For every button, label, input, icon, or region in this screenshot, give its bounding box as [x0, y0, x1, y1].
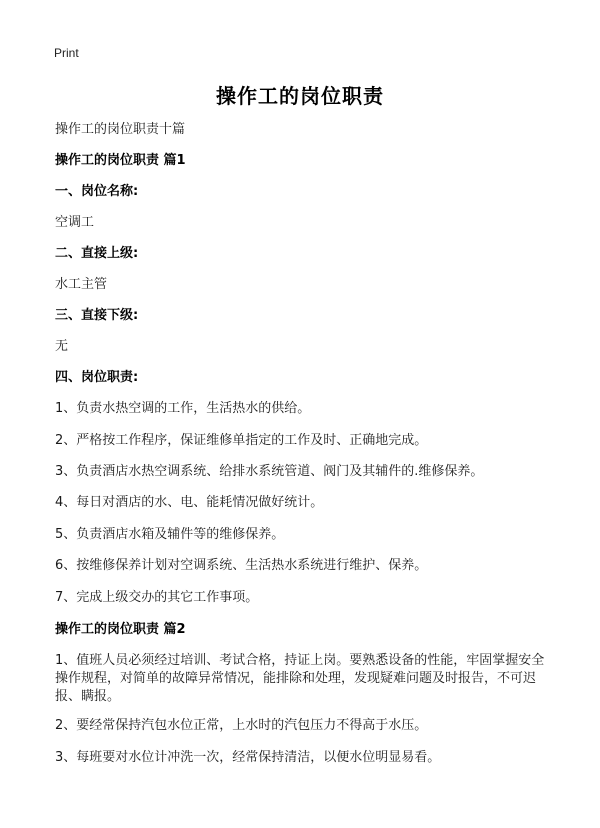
duty-item: 1、负责水热空调的工作，生活热水的供给。 [55, 401, 311, 416]
section-heading-direct-superior: 二、直接上级: [55, 246, 139, 261]
duty-item: 7、完成上级交办的其它工作事项。 [55, 590, 259, 605]
print-label: Print [54, 46, 79, 60]
duty-item: 6、按维修保养计划对空调系统、生活热水系统进行维护、保养。 [55, 558, 428, 573]
section-heading-direct-subordinate: 三、直接下级: [55, 308, 139, 323]
part2-item: 3、每班要对水位计冲洗一次，经常保持清洁，以便水位明显易看。 [55, 750, 441, 765]
duty-item: 2、严格按工作程序，保证维修单指定的工作及时、正确地完成。 [55, 433, 428, 448]
duty-item: 5、负责酒店水箱及辅件等的维修保养。 [55, 527, 285, 542]
document-subtitle: 操作工的岗位职责十篇 [55, 122, 186, 137]
page-title: 操作工的岗位职责 [216, 84, 384, 108]
section-heading-part1: 操作工的岗位职责 篇1 [55, 153, 186, 168]
part2-item: 1、值班人员必须经过培训、考试合格，持证上岗。要熟悉设备的性能，牢固掌握安全操作规程，对简单的故障异常情况，能排除和处理，发现疑难问题及时报告，不可迟报、瞒报。 [55, 653, 545, 704]
position-name-value: 空调工 [55, 215, 95, 230]
section-heading-part2: 操作工的岗位职责 篇2 [55, 622, 186, 637]
duty-item: 3、负责酒店水热空调系统、给排水系统管道、阀门及其辅件的.维修保养。 [55, 464, 484, 479]
direct-subordinate-value: 无 [55, 339, 69, 354]
direct-superior-value: 水工主管 [55, 277, 108, 292]
section-heading-duties: 四、岗位职责: [55, 370, 139, 385]
duty-item: 4、每日对酒店的水、电、能耗情况做好统计。 [55, 495, 324, 510]
section-heading-position-name: 一、岗位名称: [55, 184, 139, 199]
part2-item: 2、要经常保持汽包水位正常，上水时的汽包压力不得高于水压。 [55, 718, 428, 733]
